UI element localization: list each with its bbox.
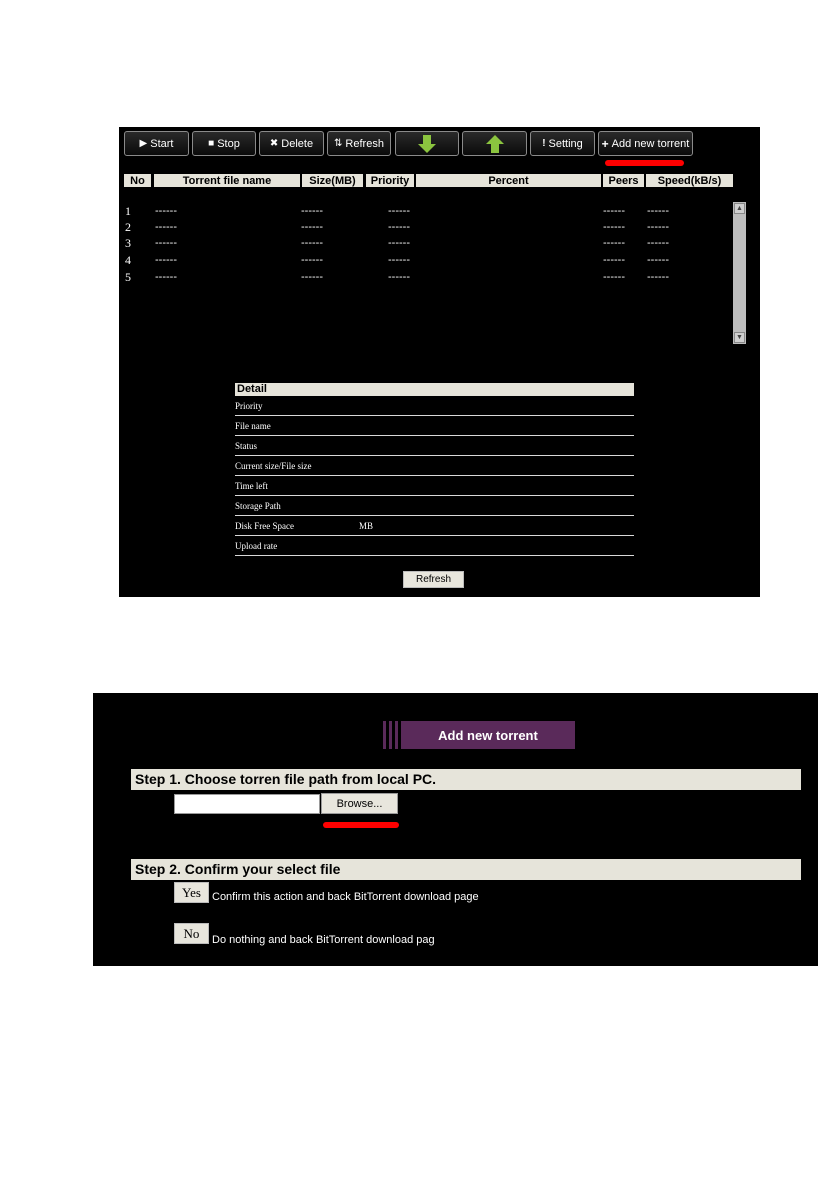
column-header-percent: Percent — [416, 174, 601, 187]
yes-button[interactable]: Yes — [174, 882, 209, 903]
start-button[interactable] — [124, 131, 189, 156]
add-new-torrent-button[interactable] — [598, 131, 693, 156]
row-name: ------ — [155, 237, 177, 249]
detail-row-time-left — [235, 476, 634, 496]
delete-button[interactable] — [259, 131, 324, 156]
row-priority: ------ — [388, 271, 410, 283]
row-priority: ------ — [388, 221, 410, 233]
row-peers: ------ — [603, 221, 625, 233]
row-priority: ------ — [388, 237, 410, 249]
banner-stripe — [389, 721, 392, 749]
detail-header: Detail — [235, 383, 634, 396]
start-label: Start — [150, 137, 174, 150]
plus-icon: + — [601, 136, 609, 151]
no-button[interactable]: No — [174, 923, 209, 944]
detail-label: File name — [235, 421, 271, 431]
detail-row-file-name — [235, 416, 634, 436]
detail-row-current-size — [235, 456, 634, 476]
row-peers: ------ — [603, 237, 625, 249]
arrow-up-icon — [484, 133, 506, 155]
column-header-peers: Peers — [603, 174, 644, 187]
row-speed: ------ — [647, 271, 669, 283]
row-name: ------ — [155, 205, 177, 217]
detail-label: Current size/File size — [235, 461, 312, 471]
priority-up-button[interactable] — [462, 131, 527, 156]
row-name: ------ — [155, 271, 177, 283]
scroll-down-icon[interactable]: ▼ — [734, 332, 745, 343]
detail-row-priority — [235, 396, 634, 416]
row-priority: ------ — [388, 205, 410, 217]
detail-label: Upload rate — [235, 541, 278, 551]
detail-label: Priority — [235, 401, 263, 411]
column-header-name: Torrent file name — [154, 174, 300, 187]
detail-value: MB — [359, 521, 374, 531]
step1-heading: Step 1. Choose torren file path from local PC. — [131, 769, 801, 790]
step2-heading: Step 2. Confirm your select file — [131, 859, 801, 880]
exclamation-icon: ! — [542, 138, 546, 149]
row-name: ------ — [155, 221, 177, 233]
add-new-torrent-label: Add new torrent — [611, 137, 690, 150]
row-size: ------ — [301, 254, 323, 266]
detail-row-disk-free-space — [235, 516, 634, 536]
row-number: 3 — [125, 236, 131, 250]
browse-button[interactable]: Browse... — [321, 793, 398, 814]
row-speed: ------ — [647, 237, 669, 249]
red-highlight-underline — [323, 822, 399, 828]
no-description-text: Do nothing and back BitTorrent download pag — [212, 934, 435, 946]
banner-stripe — [383, 721, 386, 749]
setting-label: Setting — [548, 137, 583, 150]
row-peers: ------ — [603, 205, 625, 217]
refresh-label: Refresh — [345, 137, 384, 150]
detail-label: Time left — [235, 481, 268, 491]
row-name: ------ — [155, 254, 177, 266]
row-number: 5 — [125, 270, 131, 284]
row-speed: ------ — [647, 254, 669, 266]
column-header-priority: Priority — [366, 174, 414, 187]
priority-down-button[interactable] — [395, 131, 459, 156]
arrow-down-icon — [416, 133, 438, 155]
row-speed: ------ — [647, 221, 669, 233]
refresh-icon: ⇅ — [334, 138, 343, 149]
red-highlight-underline — [605, 160, 684, 166]
x-icon: ✖ — [269, 138, 279, 149]
row-number: 2 — [125, 220, 131, 234]
stop-button[interactable] — [192, 131, 256, 156]
torrent-file-path-input[interactable] — [174, 794, 320, 814]
refresh-button[interactable] — [327, 131, 391, 156]
column-header-no: No — [124, 174, 151, 187]
column-header-size: Size(MB) — [302, 174, 363, 187]
detail-label: Disk Free Space — [235, 521, 294, 531]
setting-button[interactable] — [530, 131, 595, 156]
row-priority: ------ — [388, 254, 410, 266]
column-header-speed: Speed(kB/s) — [646, 174, 733, 187]
play-icon: ▶ — [139, 138, 148, 149]
detail-label: Storage Path — [235, 501, 281, 511]
row-peers: ------ — [603, 254, 625, 266]
banner-stripe — [395, 721, 398, 749]
table-scrollbar[interactable] — [733, 202, 746, 344]
row-speed: ------ — [647, 205, 669, 217]
stop-label: Stop — [217, 137, 240, 150]
detail-row-storage-path — [235, 496, 634, 516]
add-new-torrent-banner: Add new torrent — [401, 721, 575, 749]
stop-icon: ■ — [208, 138, 215, 149]
row-size: ------ — [301, 237, 323, 249]
no-description — [184, 934, 187, 946]
row-size: ------ — [301, 271, 323, 283]
delete-label: Delete — [281, 137, 314, 150]
detail-label: Status — [235, 441, 258, 451]
detail-row-status — [235, 436, 634, 456]
row-size: ------ — [301, 221, 323, 233]
yes-description: Confirm this action and back BitTorrent download page — [212, 891, 479, 903]
scroll-up-icon[interactable]: ▲ — [734, 203, 745, 214]
detail-row-upload-rate — [235, 536, 634, 556]
row-number: 4 — [125, 253, 131, 267]
add-new-torrent-panel — [93, 693, 818, 966]
row-size: ------ — [301, 205, 323, 217]
bittorrent-download-panel — [119, 127, 760, 597]
detail-refresh-button[interactable]: Refresh — [403, 571, 464, 588]
row-number: 1 — [125, 204, 131, 218]
row-peers: ------ — [603, 271, 625, 283]
